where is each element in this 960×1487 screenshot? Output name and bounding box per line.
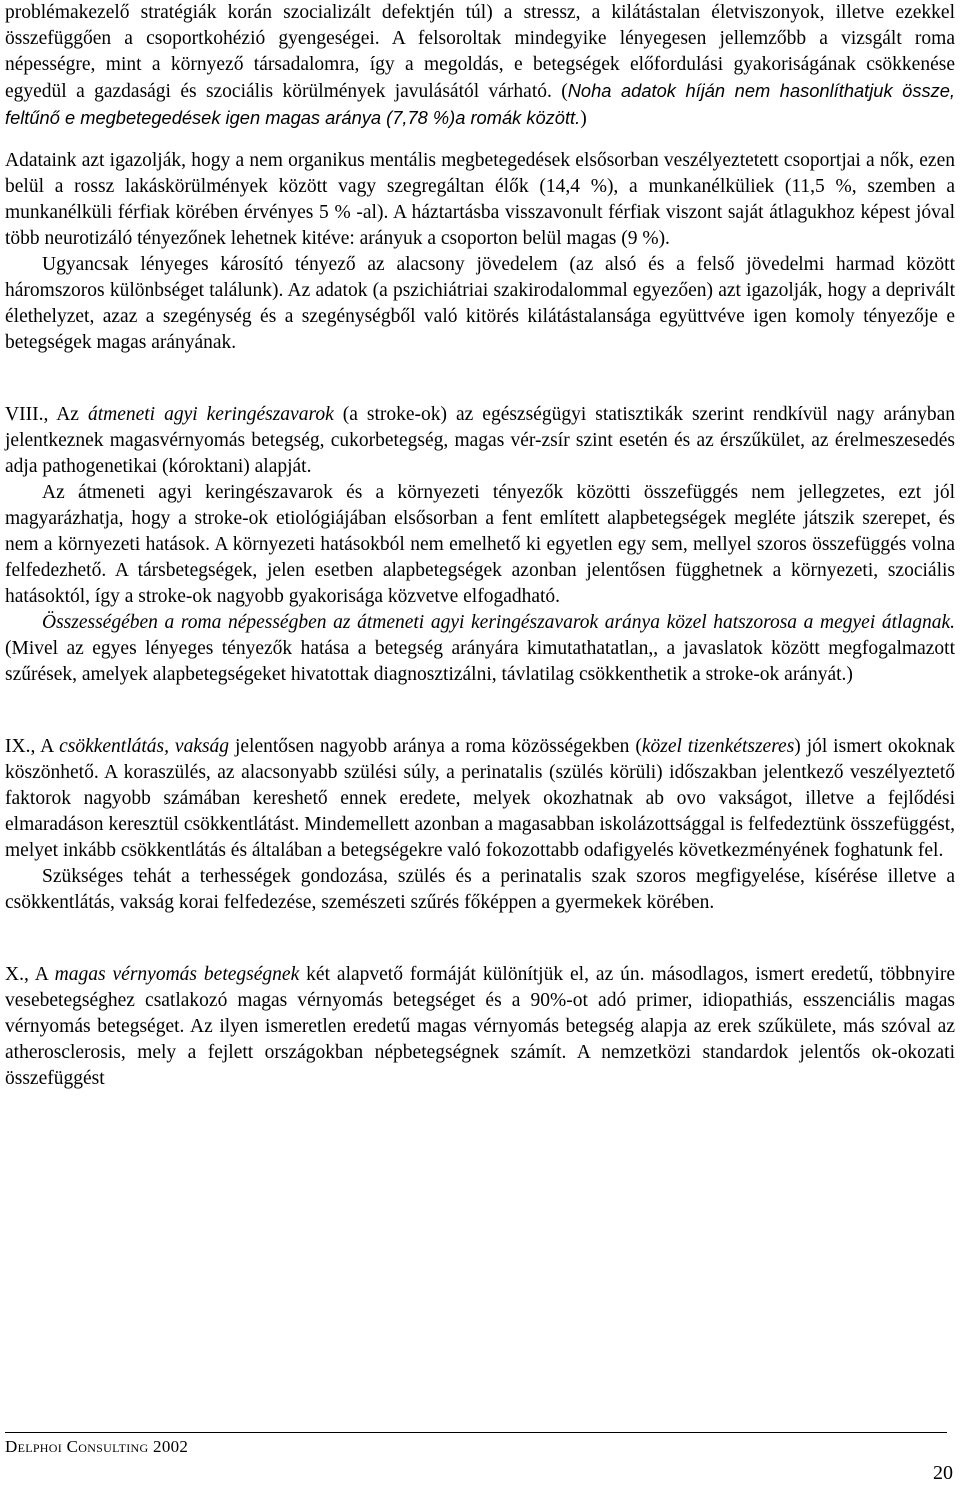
document-page: [5, 0, 955, 1092]
text-run: problémakezelő stratégiák korán szocializált defektjén túl) a stressz, a kilátástalan életviszonyok, illetve ezekkel összefüggően a csoportkohézió gyengeségei. A felsoroltak mindegyike lényegesen jellemzőbb a vizsgált roma népességre, mint a környező társadalomra, így a megoldás, e betegségek előfordulási gyakoriságának csökkenése egyedül a gazdasági és szociális körülmények javulásától várható. (: [5, 2, 955, 102]
footer-publisher: Delphoi Consulting 2002: [5, 1437, 189, 1456]
section-ix-intro: [5, 734, 955, 864]
italic-note: Noha adatok híján nem hasonlíthatjuk össze, feltűnő e megbetegedések igen magas aránya (7,78 %)a romák között.: [5, 80, 955, 128]
paragraph-stroke-environment: Az átmeneti agyi keringészavarok és a környezeti tényezők közötti összefüggés nem jellegzetes, ezt jól magyarázhatja, hogy a stroke-ok etiológiájában elsősorban a fent említett alapbetegségek megléte játszik szerepet, és nem a környezeti hatások. A környezeti hatásokból nem emelhető ki egyetlen egy sem, mellyel szoros összefüggés volna felfedezhető. A társbetegségek, jelen esetben alapbetegségek azonban jelentősen függhetnek a környezeti, szociális hatásoktól, így a stroke-ok nagyobb gyakorisága közvetve elfogadható.: [5, 482, 955, 607]
section-topic: átmeneti agyi keringészavarok: [87, 404, 334, 425]
section-topic: csökkentlátás, vakság: [59, 736, 230, 757]
italic-summary: Összességében a roma népességben az átmeneti agyi keringészavarok aránya közel hatszorosa a megyei átlagnak.: [42, 612, 955, 633]
section-x-intro: [5, 962, 955, 1092]
paragraph-vision-screening: Szükséges tehát a terhességek gondozása, szülés és a perinatalis szak szoros megfigyelése, kísérése illetve a csökkentlátás, vakság korai felfedezése, szemészeti szűrés főképpen a gyermekek körében.: [5, 866, 955, 913]
text-run: jelentősen nagyobb aránya a roma közösségekben (: [229, 736, 642, 757]
section-number: VIII., Az: [5, 404, 88, 425]
page-number: 20: [933, 1462, 953, 1484]
text-run: ): [580, 108, 587, 129]
paragraph-stress-factors: [5, 0, 955, 132]
footer-divider: [5, 1432, 947, 1433]
italic-ratio: közel tizenkétszeres: [641, 736, 795, 757]
paragraph-stroke-summary: [5, 610, 955, 688]
section-viii-intro: [5, 402, 955, 480]
section-number: IX., A: [5, 736, 60, 757]
text-run: ) jól ismert okoknak köszönhető. A koraszülés, az alacsonyabb szülési súly, a perinatalis (szülés körüli) időszakban jelentkező veszélyeztető faktorok nagyobb számában kereshető ennek eredete, melyek okozhatnak ab ovo vakságot, illetve a fejlődési elmaradáson keresztül csökkentlátást. Mindemellett azonban a magasabban iskolázottsággal is felfedeztünk összefüggést, melyet inkább csökkentlátás és általában a betegségekre való fokozottabb odafigyelés következményének foghatunk fel.: [5, 736, 955, 861]
paragraph-income-factor: Ugyancsak lényeges károsító tényező az alacsony jövedelem (az alsó és a felső jövedelmi harmad között háromszoros különbséget találunk). Az adatok (a pszichiátriai szakirodalommal egyezően) azt igazolják, hogy a deprivált élethelyzet, azaz a szegénység és a szegénységből való kitörés kilátástalansága együttvéve igen komoly tényezője e betegségek magas arányának.: [5, 254, 955, 353]
paragraph-mental-illness-risk-groups: Adataink azt igazolják, hogy a nem organikus mentális megbetegedések elsősorban veszélyeztetett csoportjai a nők, ezen belül a rossz lakáskörülmények között vagy szegregáltan élők (14,4 %), a munkanélküliek (11,5 %, szemben a munkanélküli férfiak körében érvényes 5 % -al). A háztartásba visszavonult férfiak viszont saját átlagukhoz képest jóval több neurotizáló tényezőnek lehetnek kitéve: arányuk a csoporton belül magas (9 %).: [5, 150, 955, 249]
text-run: két alapvető formáját különítjük el, az ún. másodlagos, ismert eredetű, többnyire vesebetegséghez csatlakozó magas vérnyomás betegséget és a 90%-ot adó primer, idiopathiás, esszenciális magas vérnyomás betegséget. Az ilyen ismeretlen eredetű magas vérnyomás betegség alapja az erek szűkülete, más szóval az atherosclerosis, mely a fejlett országokban népbetegségnek számít. A nemzetközi standardok jelentős ok-okozati összefüggést: [5, 964, 955, 1089]
text-run: (Mivel az egyes lényeges tényezők hatása a betegség arányára kimutathatatlan,, a javaslatok között megfogalmazott szűrések, amelyek alapbetegségeket hivatottak diagnosztizálni, távlatilag csökkenthetik a stroke-ok arányát.): [5, 638, 955, 685]
section-topic: magas vérnyomás betegségnek: [54, 964, 300, 985]
text-run: (a stroke-ok) az egészségügyi statisztikák szerint rendkívül nagy arányban jelentkeznek magasvérnyomás betegség, cukorbetegség, magas vér-zsír szint esetén és az érszűkület, az érelmeszesedés adja pathogenetikai (kóroktani) alapját.: [5, 404, 955, 477]
section-number: X., A: [5, 964, 55, 985]
